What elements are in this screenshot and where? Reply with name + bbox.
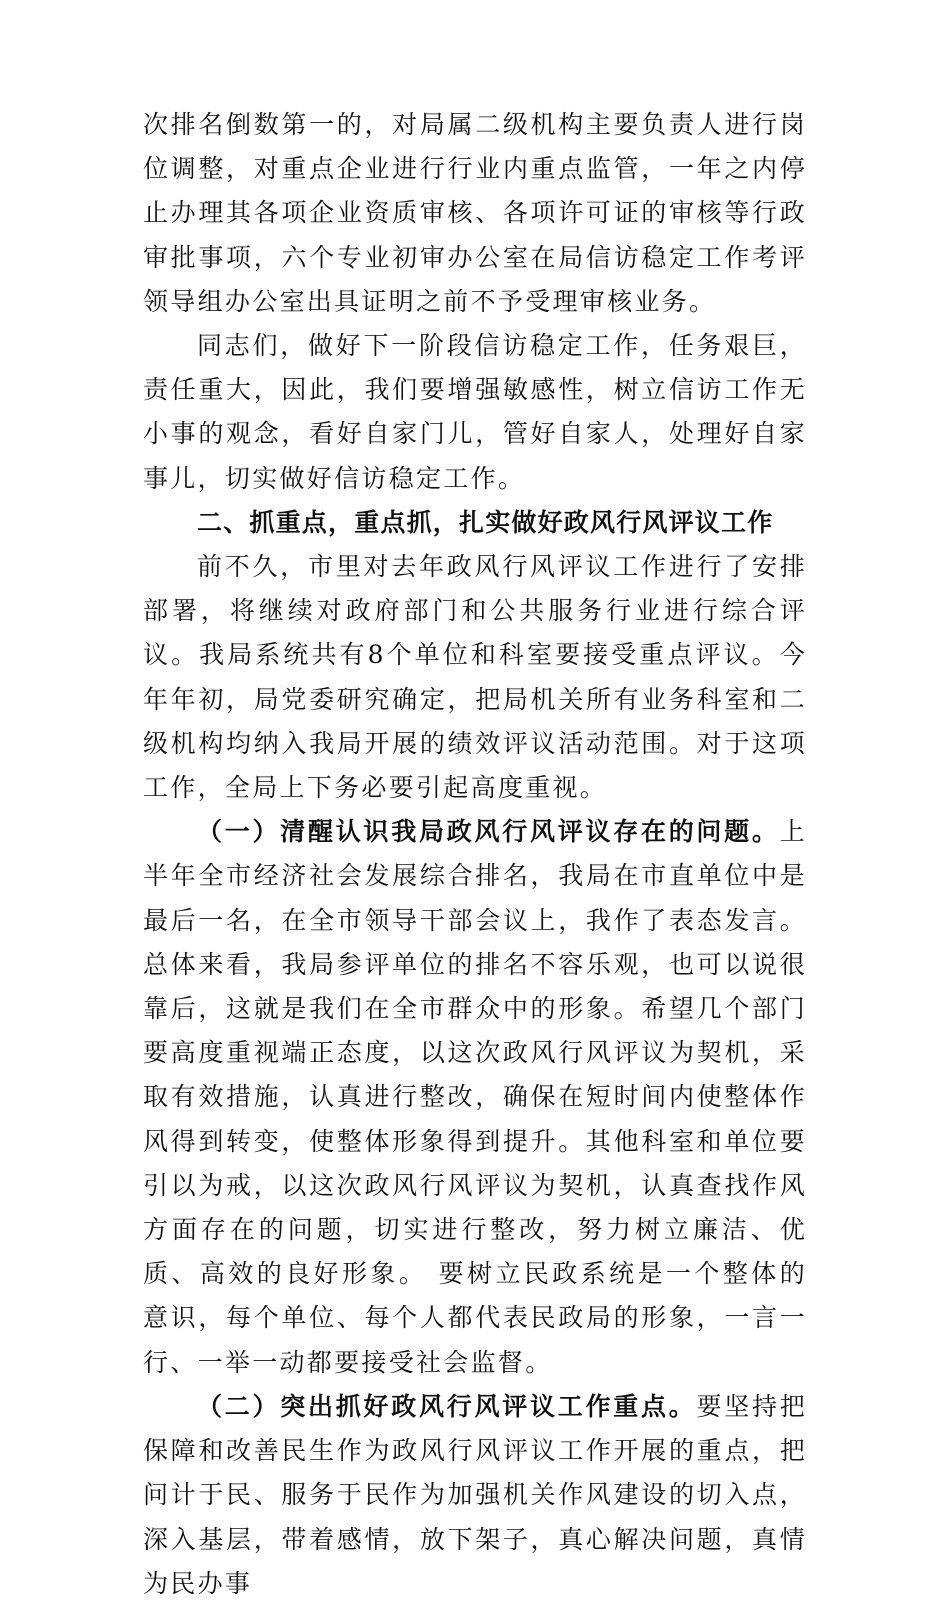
paragraph-petition-summary: 同志们，做好下一阶段信访稳定工作，任务艰巨，责任重大，因此，我们要增强敏感性，树立信访工作无小事的观念，看好自家门儿，管好自家人，处理好自家事儿，切实做好信访稳定工作。 bbox=[143, 331, 807, 493]
document-body bbox=[143, 103, 807, 1606]
point-two-lead: （二）突出抓好政风行风评议工作重点。 bbox=[197, 1391, 697, 1421]
paragraph-review-deployment: 前不久，市里对去年政风行风评议工作进行了安排部署，将继续对政府部门和公共服务行业进行综合评议。我局系统共有8个单位和科室要接受重点评议。今年年初，局党委研究确定，把局机关所有业务科室和二级机构均纳入我局开展的绩效评议活动范围。对于这项工作，全局上下务必要引起高度重视。 bbox=[143, 552, 807, 803]
paragraph-point-two bbox=[143, 1385, 807, 1606]
point-two-text: 要坚持把保障和改善民生作为政风行风评议工作开展的重点，把问计于民、服务于民作为加强机关作风建设的切入点，深入基层，带着感情，放下架子，真心解决问题，真情为民办事 bbox=[143, 1391, 807, 1598]
paragraph-point-one bbox=[143, 810, 807, 1385]
point-one-text: 上半年全市经济社会发展综合排名，我局在市直单位中是最后一名，在全市领导干部会议上，我作了表态发言。总体来看，我局参评单位的排名不容乐观，也可以说很靠后，这就是我们在全市群众中的形象。希望几个部门要高度重视端正态度，以这次政风行风评议为契机，采取有效措施，认真进行整改，确保在短时间内使整体作风得到转变，使整体形象得到提升。其他科室和单位要引以为戒，以这次政风行风评议为契机，认真查找作风方面存在的问题，切实进行整改，努力树立廉洁、优质、高效的良好形象。 要树立民政系统是一个整体的意识，每个单位、每个人都代表民政局的形象，一言一行、一举一动都要接受社会监督。 bbox=[143, 817, 807, 1377]
paragraph-continuation: 次排名倒数第一的，对局属二级机构主要负责人进行岗位调整，对重点企业进行行业内重点监管，一年之内停止办理其各项企业资质审核、各项许可证的审核等行政审批事项，六个专业初审办公室在局信访稳定工作考评领导组办公室出具证明之前不予受理审核业务。 bbox=[143, 110, 807, 316]
point-one-lead: （一）清醒认识我局政风行风评议存在的问题。 bbox=[197, 817, 780, 847]
section-heading-two: 二、抓重点，重点抓，扎实做好政风行风评议工作 bbox=[197, 507, 774, 537]
